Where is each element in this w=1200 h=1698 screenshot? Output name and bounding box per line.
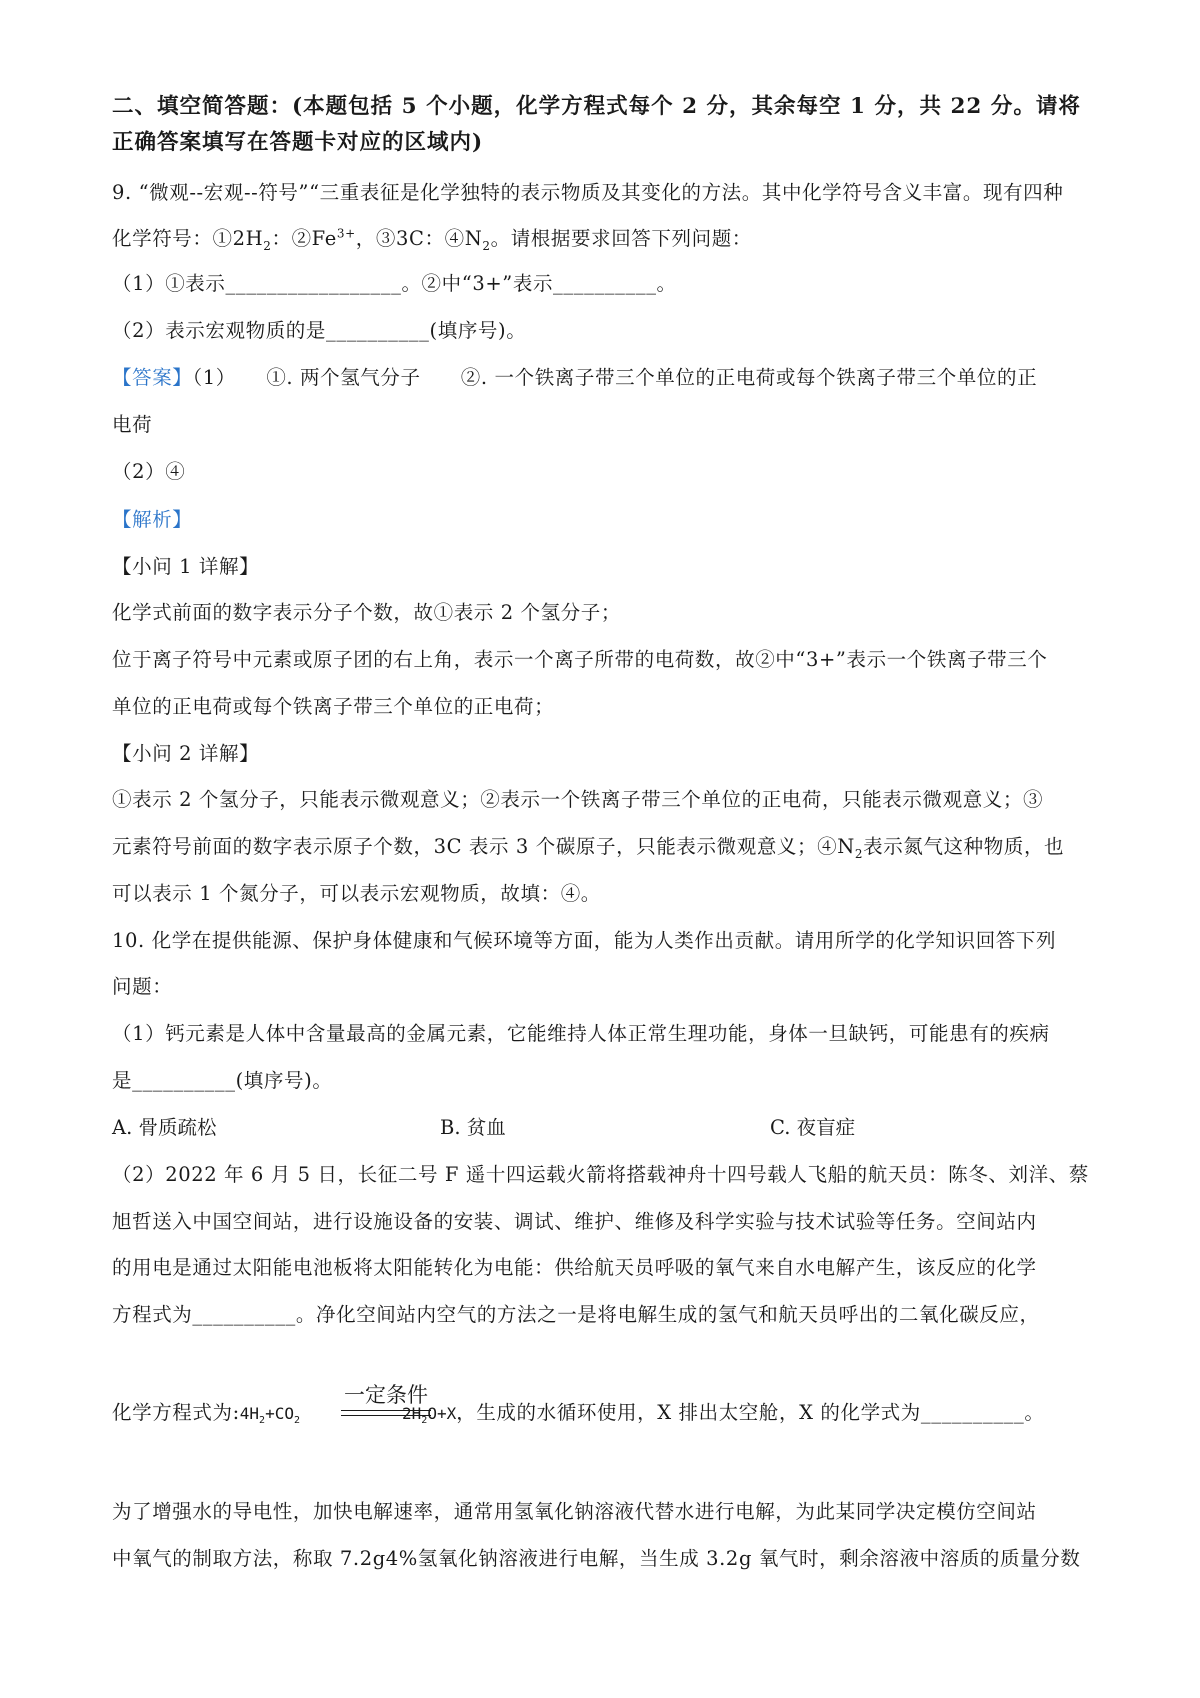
- q10-part-1-line-1: （1）钙元素是人体中含量最高的金属元素，它能维持人体正常生理功能，身体一旦缺钙，可能患有的疾病: [112, 1022, 1050, 1045]
- q10-part-2-line-4: 方程式为__________。净化空间站内空气的方法之一是将电解生成的氢气和航天员呼出的二氧化碳反应，: [112, 1303, 1040, 1326]
- sub2-line-3: 可以表示 1 个氮分子，可以表示宏观物质，故填：④。: [112, 882, 601, 905]
- sub2-line-1: ①表示 2 个氢分子，只能表示微观意义；②表示一个铁离子带三个单位的正电荷，只能表示微观意义；③: [112, 788, 1044, 811]
- option-b: B. 贫血: [440, 1116, 506, 1139]
- q9-answer-line-1: [112, 363, 1104, 393]
- q9-stem-text: 化学符号：①2H: [112, 227, 264, 250]
- product-x: O+X: [427, 1404, 457, 1423]
- q10-part-1-line-2: 是__________(填序号)。: [112, 1069, 333, 1092]
- q10-part-2-line-2: 旭哲送入中国空间站，进行设施设备的安装、调试、维护、维修及科学实验与技术试验等任务。空间站内: [112, 1210, 1037, 1233]
- subscript: 2: [259, 1415, 266, 1427]
- q9-answer-line-2: 电荷: [112, 413, 153, 436]
- reaction-condition: 一定条件: [344, 1383, 428, 1407]
- subscript: 2: [293, 1415, 301, 1427]
- heading-line-1: 二、填空简答题：(本题包括 5 个小题，化学方程式每个 2 分，其余每空 1 分，共 22 分。请将: [112, 94, 1081, 119]
- reactant-co2: +CO: [265, 1404, 294, 1423]
- subscript: 2: [263, 238, 272, 253]
- product-h2o: 2H: [402, 1404, 422, 1423]
- subscript: 2: [482, 238, 491, 253]
- q10-part-3-line-2: 中氧气的制取方法，称取 7.2g4%氢氧化钠溶液进行电解，当生成 3.2g 氧气时，剩余溶液中溶质的质量分数: [112, 1547, 1081, 1570]
- option-c: C. 夜盲症: [770, 1116, 856, 1139]
- sub-question-2-title: 【小问 2 详解】: [112, 742, 260, 765]
- q10-stem-line-2: 问题：: [112, 975, 173, 998]
- answer-tag: 【答案】: [112, 366, 193, 389]
- subscript: 2: [421, 1415, 428, 1427]
- analysis-tag: 【解析】: [112, 508, 193, 531]
- q10-part-2-line-3: 的用电是通过太阳能电池板将太阳能转化为电能：供给航天员呼吸的氧气来自水电解产生，该反应的化学: [112, 1256, 1037, 1279]
- q9-stem-text: 。请根据要求回答下列问题：: [490, 227, 752, 250]
- sub2-text: 元素符号前面的数字表示原子个数，3C 表示 3 个碳原子，只能表示微观意义；④N: [112, 835, 855, 858]
- equation-products: [402, 1404, 457, 1427]
- q9-stem-line-1: 9. “微观--宏观--符号”“三重表征是化学独特的表示物质及其变化的方法。其中化学符号含义丰富。现有四种: [112, 181, 1064, 204]
- reactant-h2: 4H: [239, 1404, 260, 1423]
- equation-prefix: 化学方程式为:: [112, 1401, 240, 1424]
- option-a: A. 骨质疏松: [112, 1116, 217, 1139]
- q10-part-2-line-1: （2）2022 年 6 月 5 日，长征二号 F 遥十四运载火箭将搭载神舟十四号载人飞船的航天员：陈冬、刘洋、蔡: [112, 1163, 1089, 1186]
- heading-line-2: 正确答案填写在答题卡对应的区域内): [112, 130, 484, 155]
- equation-suffix: ，生成的水循环使用，X 排出太空舱，X 的化学式为__________。: [456, 1401, 1045, 1424]
- sub2-line-2: [112, 832, 1104, 862]
- q10-part-3-line-1: 为了增强水的导电性，加快电解速率，通常用氢氧化钠溶液代替水进行电解，为此某同学决定模仿空间站: [112, 1500, 1037, 1523]
- q10-stem-line-1: 10. 化学在提供能源、保护身体健康和气候环境等方面，能为人类作出贡献。请用所学的化学知识回答下列: [112, 929, 1057, 952]
- answer-text: （1） ①. 两个氢气分子 ②. 一个铁离子带三个单位的正电荷或每个铁离子带三个单位的正: [192, 366, 1038, 389]
- sub1-line-3: 单位的正电荷或每个铁离子带三个单位的正电荷；: [112, 695, 555, 718]
- q9-part-1: （1）①表示_________________。②中“3+”表示__________。: [112, 272, 677, 295]
- sub-question-1-title: 【小问 1 详解】: [112, 555, 260, 578]
- sub1-line-1: 化学式前面的数字表示分子个数，故①表示 2 个氢分子；: [112, 601, 622, 624]
- q9-part-2: （2）表示宏观物质的是__________(填序号)。: [112, 319, 527, 342]
- sub1-line-2: 位于离子符号中元素或原子团的右上角，表示一个离子所带的电荷数，故②中“3+”表示一个铁离子带三个: [112, 648, 1048, 671]
- equation-reactants: [239, 1404, 301, 1427]
- equation-line: [112, 1398, 1104, 1429]
- q9-stem-text: ：②Fe: [271, 227, 337, 250]
- sub2-text: 表示氮气这种物质，也: [863, 835, 1065, 858]
- q9-stem-line-2: [112, 224, 1104, 254]
- q9-answer-line-3: （2）④: [112, 460, 186, 483]
- superscript: 3+: [336, 226, 356, 241]
- q9-stem-text: ，③3C：④N: [355, 227, 483, 250]
- subscript: 2: [854, 846, 864, 861]
